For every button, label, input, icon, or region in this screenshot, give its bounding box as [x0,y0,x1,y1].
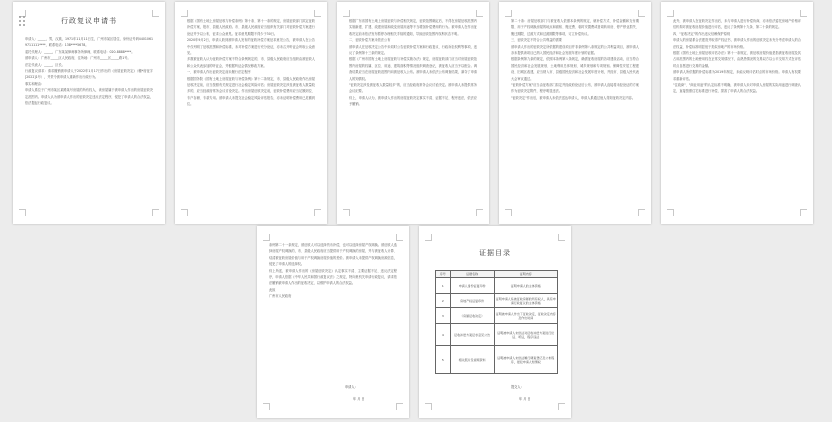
page-body-text: 根据《国有土地上房屋征收与补偿条例》第十条、第十一条的规定，房屋征收部门拟定征收补偿方案，报市、县级人民政府。市、县级人民政府应当组织有关部门对征收补偿方案进行论证并予以公布，征求公众意见。征求意见期限不得少于30日。 2020年9月2日，申请人收到被申请人发布的征收补偿方案征求意见公告，被申请人在公告中仅列明了征收范围和补偿标准，未对补偿方案进行充分论证，亦未召开听证会听取公众意见。 多数被征收人认为征收补偿方案不符合条例规定的，市、县级人民政府应当组织由被征收人和公众代表参加的听证会，并根据听证会情况修改方案。 一、被申请人作出征收决定前未履行法定程序 根据国务院《国有土地上房屋征收与补偿条例》第十二条规定，市、县级人民政府作出房屋征收决定前，应当按照有关规定进行社会稳定风险评估；房屋征收决定涉及被征收人数量较多的，应当经政府常务会议讨论决定。作出房屋征收决定前，征收补偿费用应当足额到位、专户存储、专款专用。被申请人未提交社会稳定风险评估报告，亦未证明补偿费用已足额到位。 [187,19,315,107]
margin-mark [505,209,512,216]
margin-mark [476,10,483,17]
document-page-7[interactable] [419,226,571,418]
margin-mark [667,209,674,216]
document-page-4[interactable] [499,2,651,224]
margin-mark [152,209,159,216]
column-header: 证明内容 [494,271,557,278]
table-cell: 证明被申请人未依法对征收补偿方案进行论证、听证，程序违法 [494,324,557,346]
evidence-table [435,270,558,374]
table-row [436,346,558,374]
margin-mark [558,403,565,410]
column-header: 证据名称 [450,271,494,278]
table-cell: 证明申请人系被征收房屋的所有权人，具有申请行政复议的主体资格 [494,294,557,308]
table-row [436,308,558,324]
margin-mark [505,10,512,17]
document-page-6[interactable] [257,226,409,418]
document-page-3[interactable] [337,2,489,224]
margin-mark [425,403,432,410]
signature-label: 提交人： [511,385,524,389]
table-cell: 《房屋征收决定》 [450,308,494,324]
margin-mark [396,403,403,410]
margin-mark [19,209,26,216]
table-cell: 证明被申请人未依法履行调查登记及公布程序，侵犯申请人知情权 [494,346,557,374]
table-cell: 1 [436,278,451,294]
margin-mark [181,10,188,17]
date-label: 年 月 日 [353,397,365,401]
document-page-5[interactable] [661,2,813,224]
signature-label: 申请人： [345,385,358,389]
table-cell: 2 [436,294,451,308]
margin-mark [263,403,270,410]
table-row [436,278,558,294]
margin-mark [638,10,645,17]
margin-mark [558,234,565,241]
margin-mark [263,234,270,241]
page-title: 证据目录 [479,249,511,257]
table-cell: 证明申请人的主体资格 [494,278,557,294]
margin-mark [396,234,403,241]
table-cell: 4 [436,324,451,346]
margin-mark [343,209,350,216]
table-cell: 相关照片及视频资料 [450,346,494,374]
page-body-text: 申请人：_____，男，汉族，1971年11月11日生，广州市某区居住，身份证号码44010619711111****，联系电话：138****5678。 委托代理人：_____，广东某某律师事务所律师，联系电话：020-8888****。 被申请人：广州市_____区人民政府，住所地：广州市_____区_____路1号。 法定代表人：_____，区长。 行政复议请求：请求撤销被申请人于2022年1月17日作出的《房屋征收决定》（穗*府征字[2022]1号），并责令被申请人重新作出行政行为。 事实和理由： 申请人系位于广州市某区某路某号房屋的所有权人，该房屋属于被申请人作出的房屋征收决定范围内。申请人认为被申请人作出的征收决定违反法定程序，侵犯了申请人的合法权益，依法提起行政复议。 [25,37,153,106]
drag-handle-icon[interactable] [19,16,27,24]
page-body-text: 条例第二十一条规定，被征收人可以选择货币补偿，也可以选择房屋产权调换。被征收人选择房屋产权调换的，市、县级人民政府应当提供用于产权调换的房屋，并与被征收人计算、结清被征收房屋价值与用于产权调换房屋价值的差价。被申请人未提供产权调换房源信息，侵犯了申请人的选择权。 综上所述，被申请人作出的《房屋征收决定》认定事实不清、主要证据不足、违反法定程序，申请人依据《中华人民共和国行政复议法》之规定，特向贵机关申请行政复议，请求依法撤销被申请人作出的征收决定，以维护申请人的合法权益。 此致 广州市人民政府 [269,243,397,299]
document-page-2[interactable] [175,2,327,224]
table-cell: 5 [436,346,451,374]
margin-mark [638,209,645,216]
table-cell: 征收补偿方案征求意见公告 [450,324,494,346]
margin-mark [181,209,188,216]
table-header-row [436,271,558,278]
column-header: 序号 [436,271,451,278]
table-cell: 申请人身份证复印件 [450,278,494,294]
page-body-text: 根据广东省国有土地上房屋征收与补偿相关规定，征收范围确定后，不得在房屋征收范围内实施新建、扩建、改建房屋和改变房屋用途等不当增加补偿费用的行为。被申请人在作出征收决定前未依法发布暂停办理相关手续的通知，导致征收范围内权利状态不明。 二、征收补偿方案未依法公布 被申请人在征收决定公告中未同时公告征收补偿方案和行政复议、行政诉讼权利等事项，违反了条例第十三条的规定。 根据《广州市国有土地上房屋征收与补偿实施办法》规定，房屋征收部门应当对房屋征收范围内房屋的权属、区位、用途、建筑面积等情况组织调查登记，被征收人应当予以配合。调查结果应当在房屋征收范围内向被征收人公布。被申请人未依法公布调查结果，剥夺了申请人的知情权。 "征收决定涉及被征收人数量较多"的，应当经政府常务会议讨论决定。被申请人未提供常务会议纪要。 综上，申请人认为，被申请人作出的房屋征收决定事实不清、证据不足、程序违法，依法应予撤销。 [349,19,477,107]
table-cell: 3 [436,308,451,324]
margin-mark [314,209,321,216]
margin-mark [476,209,483,216]
table-row [436,294,558,308]
margin-mark [667,10,674,17]
table-cell: 证明被申请人作出了征收决定，征收决定内容及作出时间 [494,308,557,324]
page-body-text: 第二十条：房屋征收部门与被征收人依照本条例的规定，就补偿方式、补偿金额和支付期限、用于产权调换房屋的地点和面积、搬迁费、临时安置费或者周转用房、停产停业损失、搬迁期限、过渡方式和过渡期限等事项，订立补偿协议。 三、征收决定不符合公共利益的需要 被申请人作出的征收决定所依据的建设项目并非条例第八条规定的公共利益项目，被申请人亦未提供该项目已纳入国民经济和社会发展年度计划的证据。 根据条例第九条的规定，依照本条例第八条规定，确需征收房屋的各项建设活动，应当符合国民经济和社会发展规划、土地利用总体规划、城乡规划和专项规划。保障性安居工程建设、旧城区改建，应当纳入市、县级国民经济和社会发展年度计划，并经市、县级人民代表大会审议通过。 "征收补偿方案"应当由征收部门拟定并经政府论证后公布，被申请人直接将未经论证的方案作为征收决定附件，程序明显违法。 "征收决定"作出后，被申请人未依法送达申请人，申请人系通过他人得知征收决定内容。 [511,19,639,100]
margin-mark [800,209,807,216]
page-title: 行政复议申请书 [61,17,117,25]
margin-mark [425,234,432,241]
table-row [436,324,558,346]
margin-mark [800,10,807,17]
margin-mark [152,10,159,17]
table-cell: 房地产权证复印件 [450,294,494,308]
margin-mark [314,10,321,17]
margin-mark [343,10,350,17]
date-label: 年 月 日 [519,397,531,401]
document-page-1[interactable] [13,2,165,224]
page-body-text: 此外，被申请人在征收决定作出后，未与申请人进行补偿协商，亦未依法委托房地产价格评估机构对被征收房屋价值进行评估，违反了条例第十九条、第二十条的规定。 四、"征收决定"的作出违反信赖保护原则 申请人的房屋系合法建造并取得产权证书，被申请人作出的征收决定未充分考虑申请人的合法权益，补偿标准明显低于类似房地产的市场价格。 根据《国有土地上房屋征收评估办法》第十一条规定，被征收房屋价值是指被征收房屋及其占用范围内的土地使用权在正常交易情况下，由熟悉情况的交易双方以公平交易方式在评估时点自愿进行交易的金额。 被申请人所依据的补偿标准为2019年制定，未能反映评估时点的市场价格。申请人有权要求重新评估。 "住改商"、"商业用途"的认定标准不明确，被申请人未对申请人房屋的实际用途进行调查认定，直接按照住宅标准进行补偿，损害了申请人的合法权益。 [673,19,801,94]
